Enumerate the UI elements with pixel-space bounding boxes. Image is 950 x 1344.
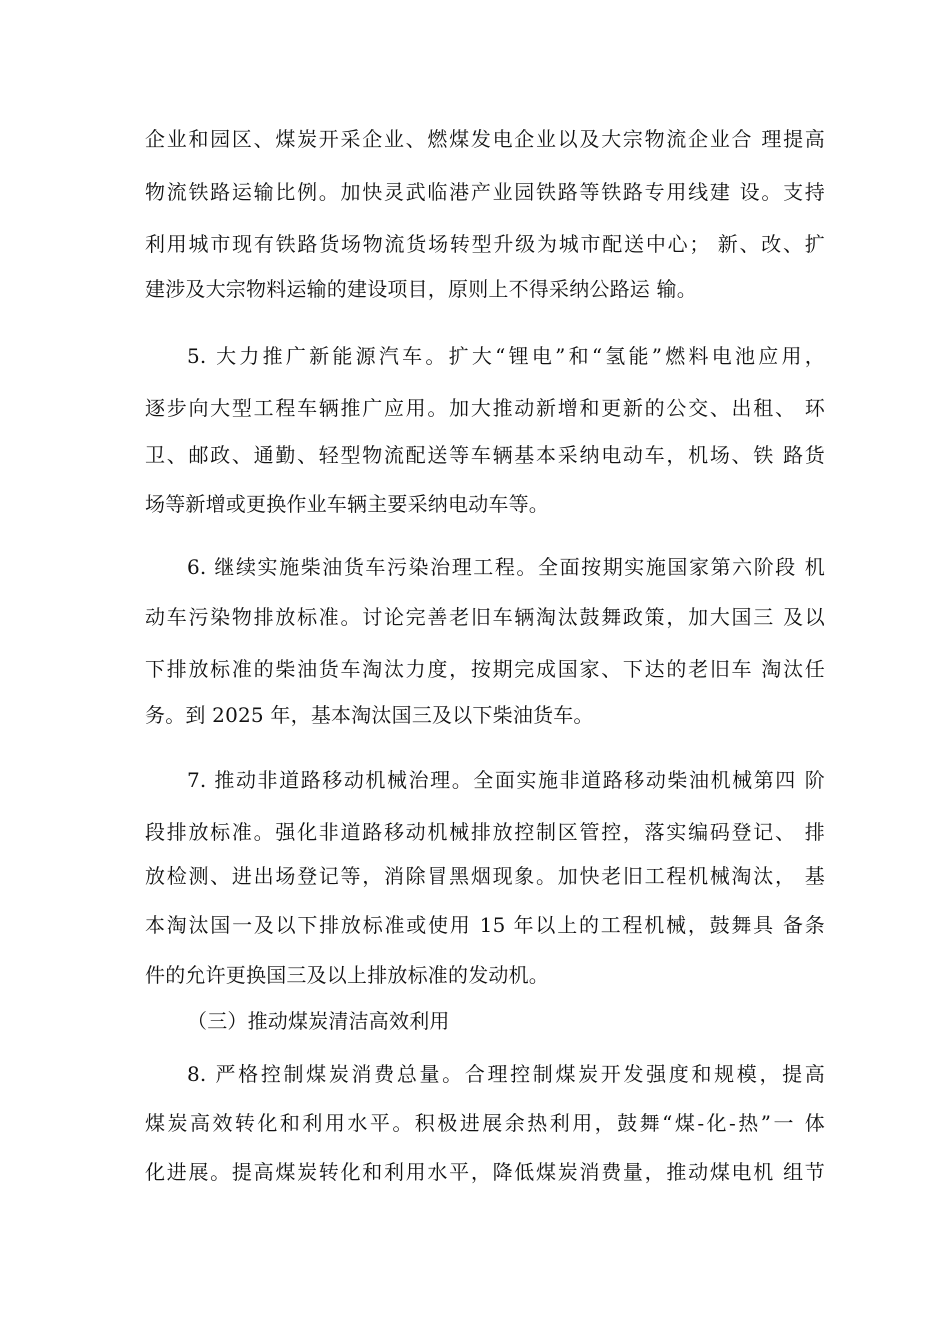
text-line: 化进展。提高煤炭转化和利用水平，降低煤炭消费量，推动煤电机 组节 xyxy=(145,1160,825,1184)
text-line: 5. 大力推广新能源汽车。扩大“锂电”和“氢能”燃料电池应用， xyxy=(187,344,825,368)
text-line: 物流铁路运输比例。加快灵武临港产业园铁路等铁路专用线建 设。支持 xyxy=(145,180,825,204)
section-heading: （三）推动煤炭清洁高效利用 xyxy=(187,1009,450,1033)
text-line: 煤炭高效转化和利用水平。积极进展余热利用，鼓舞“煤-化-热”一 体 xyxy=(145,1111,825,1135)
text-line: 放检测、进出场登记等，消除冒黑烟现象。加快老旧工程机械淘汰， 基 xyxy=(145,864,825,888)
text-line: 8. 严格控制煤炭消费总量。合理控制煤炭开发强度和规模，提高 xyxy=(187,1062,825,1086)
text-line: 动车污染物排放标准。讨论完善老旧车辆淘汰鼓舞政策，加大国三 及以 xyxy=(145,605,825,629)
text-line: 本淘汰国一及以下排放标准或使用 15 年以上的工程机械，鼓舞具 备条 xyxy=(145,913,825,937)
text-line: 卫、邮政、通勤、轻型物流配送等车辆基本采纳电动车，机场、铁 路货 xyxy=(145,443,825,467)
text-line: 段排放标准。强化非道路移动机械排放控制区管控，落实编码登记、 排 xyxy=(145,820,825,844)
text-line: 6. 继续实施柴油货车污染治理工程。全面按期实施国家第六阶段 机 xyxy=(187,555,825,579)
text-line: 场等新增或更换作业车辆主要采纳电动车等。 xyxy=(145,492,549,516)
text-line: 企业和园区、煤炭开采企业、燃煤发电企业以及大宗物流企业合 理提高 xyxy=(145,127,825,151)
text-line: 件的允许更换国三及以上排放标准的发动机。 xyxy=(145,963,549,987)
text-line: 务。到 2025 年，基本淘汰国三及以下柴油货车。 xyxy=(145,703,594,727)
text-line: 下排放标准的柴油货车淘汰力度，按期完成国家、下达的老旧车 淘汰任 xyxy=(145,657,825,681)
text-line: 逐步向大型工程车辆推广应用。加大推动新增和更新的公交、出租、 环 xyxy=(145,396,825,420)
text-line: 利用城市现有铁路货场物流货场转型升级为城市配送中心； 新、改、扩 xyxy=(145,232,825,256)
text-line: 建涉及大宗物料运输的建设项目，原则上不得采纳公路运 输。 xyxy=(145,277,697,301)
text-line: 7. 推动非道路移动机械治理。全面实施非道路移动柴油机械第四 阶 xyxy=(187,768,825,792)
